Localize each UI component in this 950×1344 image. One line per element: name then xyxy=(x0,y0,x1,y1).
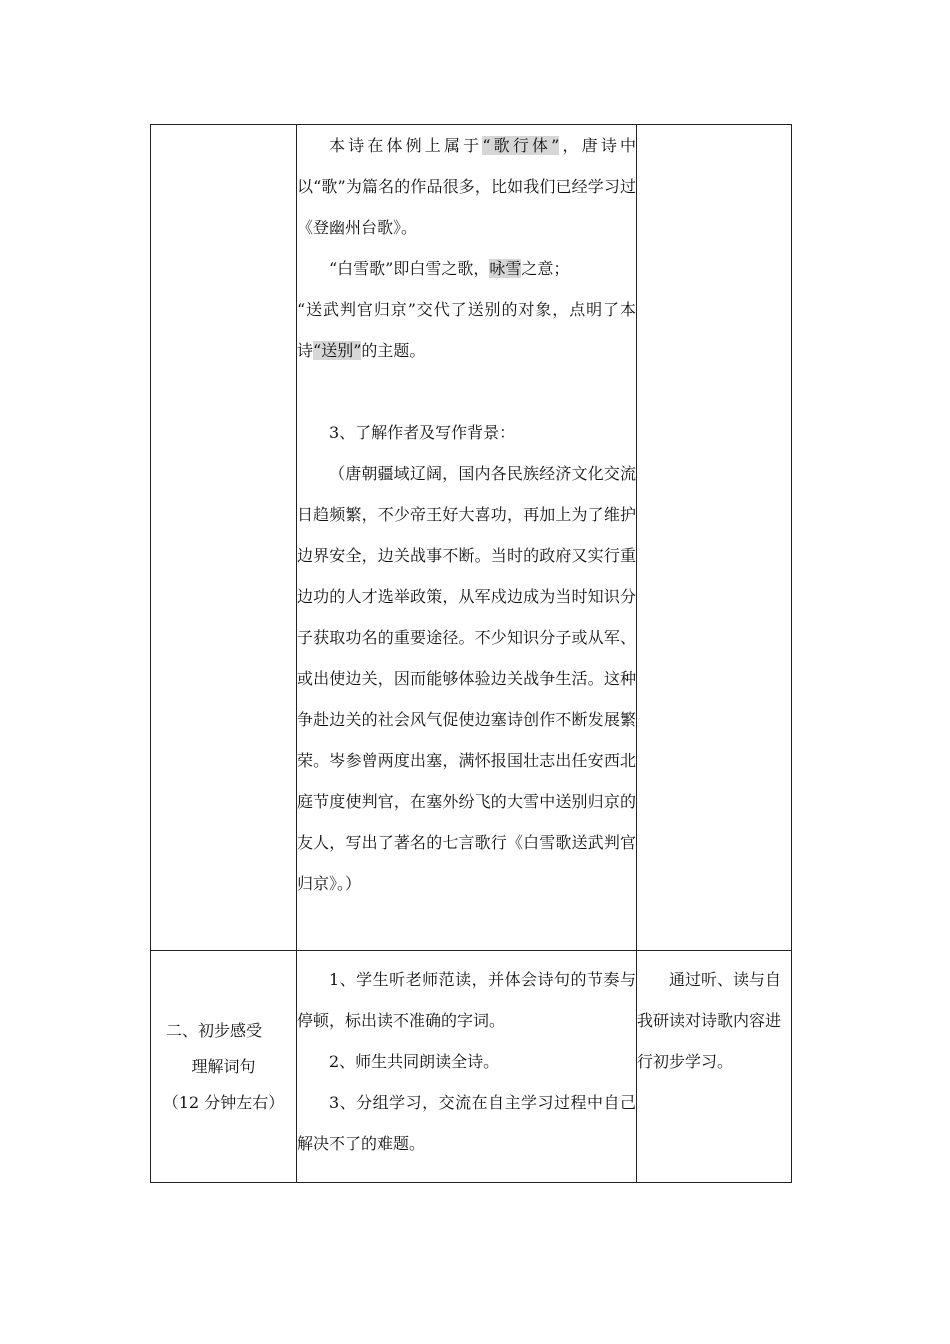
activity-cell xyxy=(297,951,637,1183)
lesson-plan-table xyxy=(150,124,792,1183)
genre-paragraph xyxy=(297,125,636,248)
text-span: “送武判官归京”交代了送别的对象，点明了本诗 xyxy=(297,300,636,360)
table-row xyxy=(151,125,792,951)
text-span: ，唐诗中以“歌”为篇名的作品很多，比如我们已经学习过《登幽州台歌》。 xyxy=(297,136,636,237)
text-span: 之意； xyxy=(521,259,570,278)
item-heading: 3、了解作者及写作背景： xyxy=(329,423,516,442)
purpose-text: 通过听、读与自我研读对诗歌内容进行初步学习。 xyxy=(637,970,782,1071)
text-span: 的主题。 xyxy=(361,341,426,360)
stage-subtitle: 理解词句 xyxy=(191,1056,256,1076)
stage-cell-empty xyxy=(151,125,297,951)
theme-paragraph xyxy=(297,289,636,371)
stage-cell xyxy=(151,951,297,1183)
activity-item-1: 1、学生听老师范读，并体会诗句的节奏与停顿，标出读不准确的字词。 xyxy=(297,970,636,1030)
stage-title: 二、初步感受 xyxy=(165,1020,262,1040)
purpose-cell xyxy=(637,951,792,1183)
highlighted-term: “送别” xyxy=(313,341,362,360)
activity-cell xyxy=(297,125,637,951)
purpose-cell-empty xyxy=(637,125,792,951)
spacer xyxy=(297,371,636,412)
activity-item-2: 2、师生共同朗读全诗。 xyxy=(329,1052,500,1071)
background-paragraph: （唐朝疆域辽阔，国内各民族经济文化交流日趋频繁，不少帝王好大喜功，再加上为了维护边界安全，边关战事不断。当时的政府又实行重边功的人才选举政策，从军戍边成为当时知识分子获取功名的重要途径。不少知识分子或从军、或出使边关，因而能够体验边关战争生活。这种争赴边关的社会风气促使边塞诗创作不断发展繁荣。岑参曾两度出塞，满怀报国壮志出任安西北庭节度使判官，在塞外纷飞的大雪中送别归京的友人，写出了著名的七言歌行《白雪歌送武判官归京》。） xyxy=(297,464,636,893)
highlighted-term: “歌行体” xyxy=(482,136,560,155)
table-row xyxy=(151,951,792,1183)
stage-duration: （12 分钟左右） xyxy=(162,1092,285,1112)
text-span: “白雪歌”即白雪之歌， xyxy=(329,259,490,278)
text-span: 本诗在体例上属于 xyxy=(329,136,483,155)
title-meaning-paragraph xyxy=(297,248,636,289)
activity-item-3: 3、分组学习，交流在自主学习过程中自己解决不了的难题。 xyxy=(297,1093,636,1153)
highlighted-term: 咏雪 xyxy=(489,259,522,278)
